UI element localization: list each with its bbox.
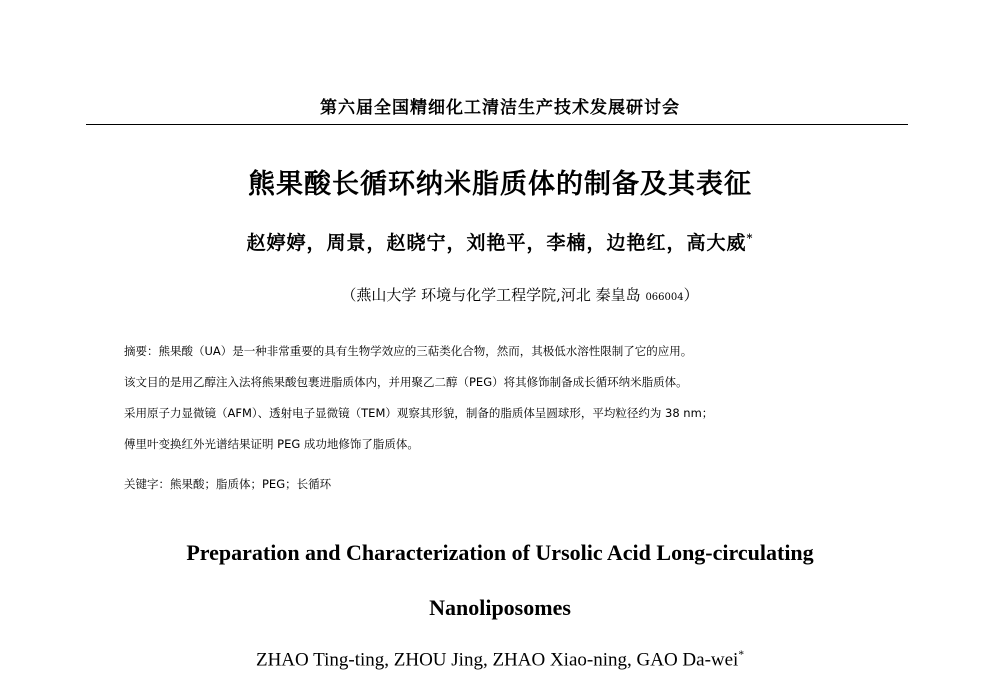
affiliation-zip: 066004 bbox=[645, 292, 684, 303]
abstract-line: 摘要：熊果酸（UA）是一种非常重要的具有生物学效应的三萜类化合物，然而，其极低水溶性限制了它的应用。 bbox=[124, 344, 693, 358]
affiliation-cn-text: （燕山大学 环境与化学工程学院,河北 秦皇岛 bbox=[341, 286, 641, 304]
abstract-line: 傅里叶变换红外光谱结果证明 PEG 成功地修饰了脂质体。 bbox=[124, 437, 419, 451]
paper-title-en-line1: Preparation and Characterization of Ursolic Acid Long-circulating bbox=[186, 540, 814, 565]
authors-en bbox=[0, 649, 1000, 671]
abstract-line: 该文目的是用乙醇注入法将熊果酸包裹进脂质体内，并用聚乙二醇（PEG）将其修饰制备成长循环纳米脂质体。 bbox=[124, 375, 688, 389]
corresponding-mark-en: * bbox=[738, 649, 745, 661]
keywords-cn: 关键字：熊果酸；脂质体；PEG；长循环 bbox=[124, 477, 332, 491]
abstract-line: 采用原子力显微镜（AFM）、透射电子显微镜（TEM）观察其形貌，制备的脂质体呈圆球形，平均粒径约为 38 nm； bbox=[124, 406, 714, 420]
header-rule bbox=[86, 124, 908, 125]
authors-cn-names: 赵婷婷，周景，赵晓宁，刘艳平，李楠，边艳红，高大威 bbox=[246, 232, 747, 254]
corresponding-mark-cn: * bbox=[746, 230, 754, 245]
affiliation-cn bbox=[0, 284, 1000, 305]
paper-title-en-line2: Nanoliposomes bbox=[429, 595, 571, 620]
paper-title-cn: 熊果酸长循环纳米脂质体的制备及其表征 bbox=[248, 169, 752, 200]
authors-cn bbox=[0, 228, 1000, 255]
authors-en-names: ZHAO Ting-ting, ZHOU Jing, ZHAO Xiao-ning, GAO Da-wei bbox=[255, 649, 739, 671]
abstract-cn bbox=[124, 336, 884, 460]
affiliation-close: ） bbox=[683, 286, 699, 304]
conference-header: 第六届全国精细化工清洁生产技术发展研讨会 bbox=[320, 98, 680, 118]
